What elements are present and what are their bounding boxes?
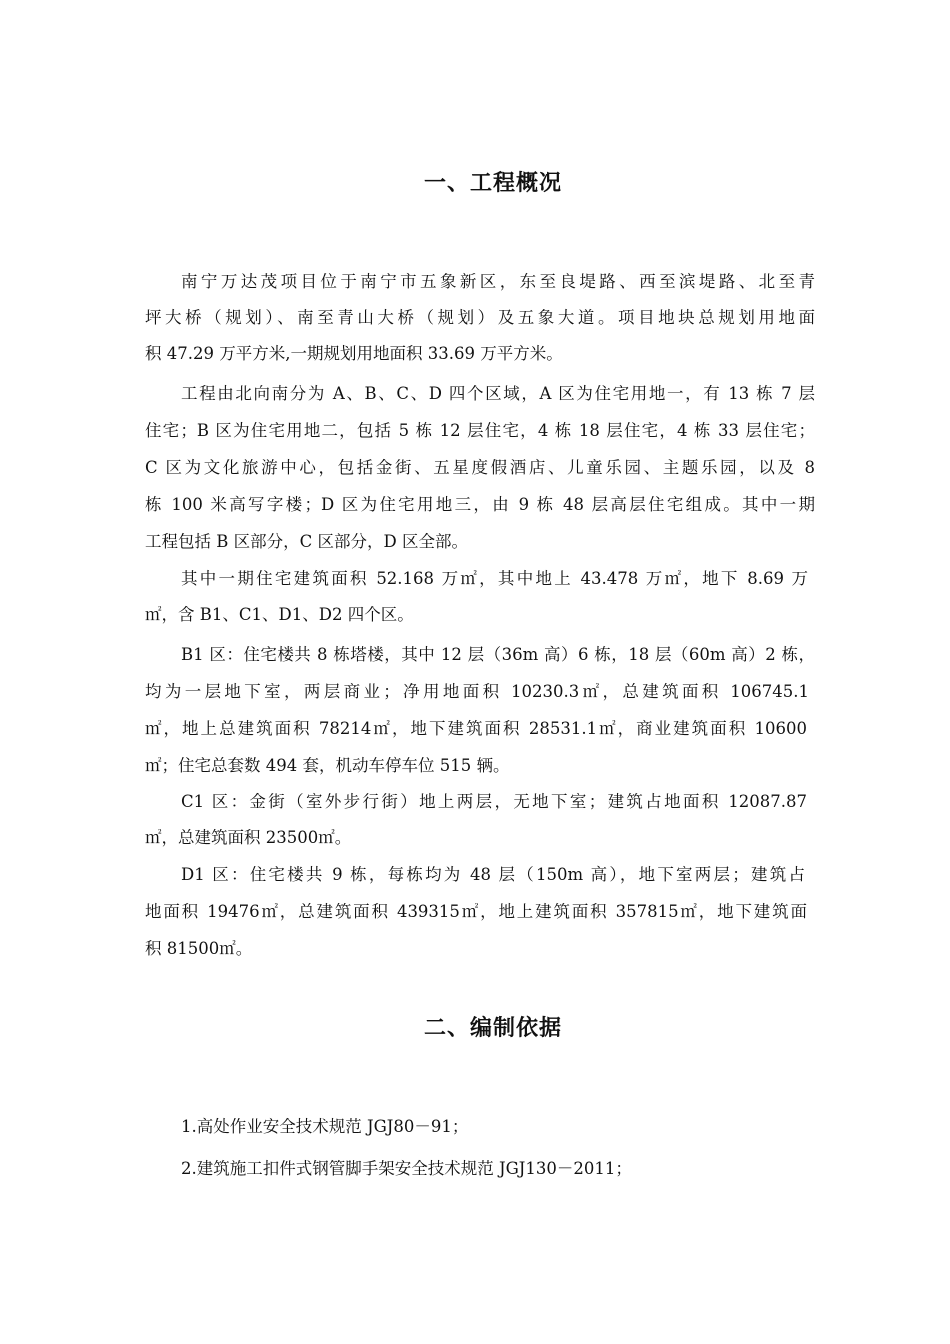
paragraph-d1-line-2: 地面积 19476㎡，总建筑面积 439315㎡，地上建筑面积 357815㎡，地下建筑面: [145, 902, 807, 921]
paragraph-d1-line-1: D1 区：住宅楼共 9 栋，每栋均为 48 层（150m 高），地下室两层；建筑占: [181, 865, 805, 884]
paragraph-b1-line-3: ㎡，地上总建筑面积 78214㎡，地下建筑面积 28531.1㎡，商业建筑面积 10600: [145, 719, 807, 738]
basis-item-1: 1.高处作业安全技术规范 JGJ80－91；: [181, 1117, 469, 1136]
paragraph-c1-line-1: C1 区：金街（室外步行街）地上两层，无地下室；建筑占地面积 12087.87: [181, 792, 807, 811]
paragraph-b1-line-2: 均为一层地下室，两层商业；净用地面积 10230.3㎡，总建筑面积 106745.1: [145, 682, 809, 701]
paragraph-c1-line-2: ㎡，总建筑面积 23500㎡。: [145, 828, 352, 847]
paragraph-1-line-2: 坪大桥（规划）、南至青山大桥（规划）及五象大道。项目地块总规划用地面: [145, 308, 815, 327]
paragraph-2-line-1: 工程由北向南分为 A、B、C、D 四个区域，A 区为住宅用地一，有 13 栋 7 层: [181, 384, 815, 403]
section-heading-overview: 一、工程概况: [423, 171, 562, 196]
paragraph-b1-line-4: ㎡；住宅总套数 494 套，机动车停车位 515 辆。: [145, 756, 510, 775]
paragraph-b1-line-1: B1 区：住宅楼共 8 栋塔楼，其中 12 层（36m 高）6 栋，18 层（60m 高）2 栋，: [181, 645, 815, 664]
paragraph-d1-line-3: 积 81500㎡。: [145, 939, 253, 958]
paragraph-2-line-4: 栋 100 米高写字楼；D 区为住宅用地三，由 9 栋 48 层高层住宅组成。其中一期: [145, 495, 815, 514]
paragraph-1-line-3: 积 47.29 万平方米,一期规划用地面积 33.69 万平方米。: [145, 344, 563, 363]
paragraph-1-line-1: 南宁万达茂项目位于南宁市五象新区，东至良堤路、西至滨堤路、北至青: [181, 272, 815, 291]
paragraph-2-line-2: 住宅；B 区为住宅用地二，包括 5 栋 12 层住宅，4 栋 18 层住宅，4 栋 33 层住宅；: [145, 421, 815, 440]
paragraph-3-line-2: ㎡，含 B1、C1、D1、D2 四个区。: [145, 605, 414, 624]
section-heading-basis: 二、编制依据: [423, 1016, 562, 1041]
paragraph-2-line-5: 工程包括 B 区部分，C 区部分，D 区全部。: [145, 532, 468, 551]
paragraph-2-line-3: C 区为文化旅游中心，包括金街、五星度假酒店、儿童乐园、主题乐园，以及 8: [145, 458, 815, 477]
basis-item-2: 2.建筑施工扣件式钢管脚手架安全技术规范 JGJ130－2011；: [181, 1159, 632, 1178]
paragraph-3-line-1: 其中一期住宅建筑面积 52.168 万㎡，其中地上 43.478 万㎡，地下 8.69 万: [181, 569, 808, 588]
